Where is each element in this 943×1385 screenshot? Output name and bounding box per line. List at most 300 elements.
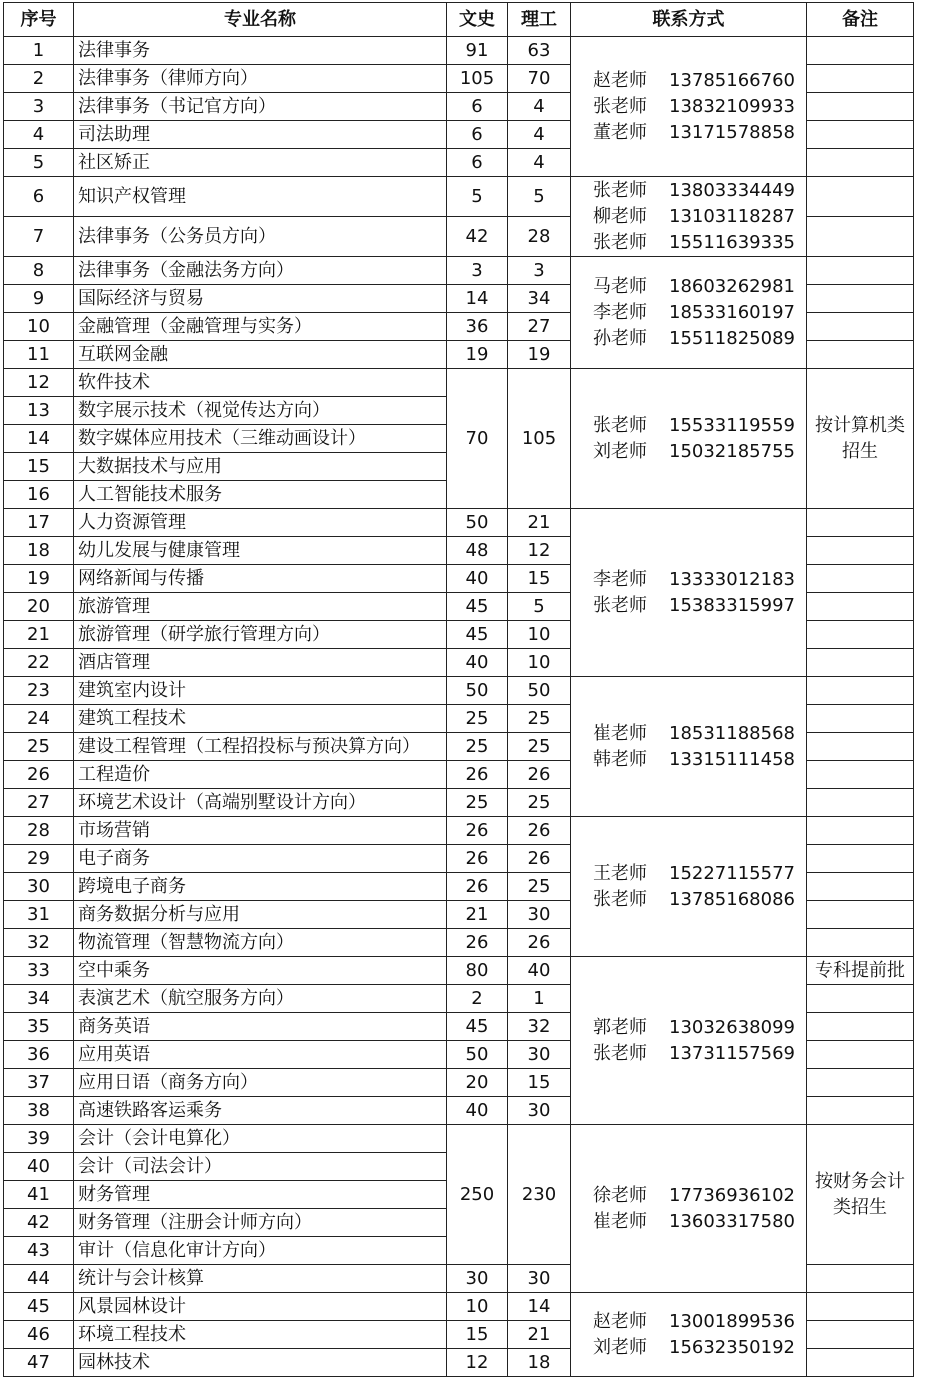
ligong-count: 4 (508, 149, 571, 177)
wenshi-count: 20 (447, 1069, 508, 1097)
note-cell (807, 509, 914, 537)
note-cell (807, 649, 914, 677)
wenshi-count: 40 (447, 1097, 508, 1125)
wenshi-count: 36 (447, 313, 508, 341)
phone-number: 13032638099 (669, 1016, 795, 1038)
ligong-count: 18 (508, 1349, 571, 1377)
ligong-count: 25 (508, 789, 571, 817)
row-index: 8 (4, 257, 74, 285)
major-name: 人工智能技术服务 (74, 481, 447, 509)
row-index: 14 (4, 425, 74, 453)
ligong-count: 12 (508, 537, 571, 565)
teacher-name: 张老师 (593, 888, 647, 910)
contact-cell (571, 1293, 807, 1377)
row-index: 13 (4, 397, 74, 425)
ligong-count: 40 (508, 957, 571, 985)
major-name: 应用日语（商务方向） (74, 1069, 447, 1097)
major-name: 电子商务 (74, 845, 447, 873)
row-index: 7 (4, 217, 74, 257)
row-index: 40 (4, 1153, 74, 1181)
contact-cell (571, 677, 807, 817)
row-index: 24 (4, 705, 74, 733)
phone-number: 13001899536 (669, 1310, 795, 1332)
contact-line (593, 1309, 806, 1335)
contact-line (593, 230, 806, 256)
row-index: 9 (4, 285, 74, 313)
contact-line (593, 1183, 806, 1209)
note-cell (807, 621, 914, 649)
ligong-count: 32 (508, 1013, 571, 1041)
row-index: 30 (4, 873, 74, 901)
ligong-count: 26 (508, 845, 571, 873)
wenshi-count: 40 (447, 565, 508, 593)
teacher-name: 董老师 (593, 121, 647, 143)
note-cell (807, 761, 914, 789)
note-cell (807, 873, 914, 901)
row-index: 32 (4, 929, 74, 957)
row-index: 21 (4, 621, 74, 649)
row-index: 1 (4, 37, 74, 65)
contact-line (593, 1209, 806, 1235)
row-index: 18 (4, 537, 74, 565)
ligong-count: 5 (508, 593, 571, 621)
wenshi-count: 5 (447, 177, 508, 217)
teacher-name: 王老师 (593, 862, 647, 884)
major-name: 金融管理（金融管理与实务） (74, 313, 447, 341)
note-cell (807, 1349, 914, 1377)
row-index: 47 (4, 1349, 74, 1377)
major-name: 物流管理（智慧物流方向） (74, 929, 447, 957)
major-name: 环境艺术设计（高端别墅设计方向） (74, 789, 447, 817)
major-name: 人力资源管理 (74, 509, 447, 537)
row-index: 29 (4, 845, 74, 873)
header-row (4, 3, 914, 37)
wenshi-count: 19 (447, 341, 508, 369)
major-name: 会计（会计电算化） (74, 1125, 447, 1153)
note-cell (807, 1293, 914, 1321)
major-name: 审计（信息化审计方向） (74, 1237, 447, 1265)
ligong-count: 26 (508, 817, 571, 845)
ligong-count: 28 (508, 217, 571, 257)
major-name: 市场营销 (74, 817, 447, 845)
ligong-count: 230 (508, 1125, 571, 1265)
phone-number: 13731157569 (669, 1042, 795, 1064)
row-index: 5 (4, 149, 74, 177)
wenshi-count: 6 (447, 149, 508, 177)
row-index: 28 (4, 817, 74, 845)
wenshi-count: 6 (447, 93, 508, 121)
major-name: 法律事务（公务员方向） (74, 217, 447, 257)
table-row (4, 177, 914, 217)
header-ligong: 理工 (508, 3, 571, 37)
note-cell (807, 789, 914, 817)
phone-number: 15511825089 (669, 327, 795, 349)
wenshi-count: 250 (447, 1125, 508, 1265)
major-name: 社区矫正 (74, 149, 447, 177)
ligong-count: 10 (508, 649, 571, 677)
teacher-name: 马老师 (593, 275, 647, 297)
contact-line (593, 178, 806, 204)
phone-number: 18533160197 (669, 301, 795, 323)
ligong-count: 26 (508, 929, 571, 957)
phone-number: 13803334449 (669, 179, 795, 201)
row-index: 20 (4, 593, 74, 621)
contact-line (593, 300, 806, 326)
ligong-count: 15 (508, 565, 571, 593)
wenshi-count: 26 (447, 873, 508, 901)
note-cell (807, 149, 914, 177)
note-cell (807, 313, 914, 341)
note-cell (807, 1013, 914, 1041)
note-cell (807, 845, 914, 873)
major-name: 工程造价 (74, 761, 447, 789)
teacher-name: 李老师 (593, 568, 647, 590)
teacher-name: 徐老师 (593, 1184, 647, 1206)
teacher-name: 张老师 (593, 1042, 647, 1064)
phone-number: 15533119559 (669, 414, 795, 436)
row-index: 31 (4, 901, 74, 929)
row-index: 3 (4, 93, 74, 121)
note-cell (807, 1321, 914, 1349)
major-name: 财务管理（注册会计师方向） (74, 1209, 447, 1237)
major-name: 数字展示技术（视觉传达方向） (74, 397, 447, 425)
table-row (4, 817, 914, 845)
row-index: 26 (4, 761, 74, 789)
wenshi-count: 26 (447, 845, 508, 873)
ligong-count: 4 (508, 121, 571, 149)
teacher-name: 张老师 (593, 414, 647, 436)
wenshi-count: 30 (447, 1265, 508, 1293)
contact-line (593, 274, 806, 300)
phone-number: 15032185755 (669, 440, 795, 462)
major-name: 旅游管理 (74, 593, 447, 621)
ligong-count: 3 (508, 257, 571, 285)
contact-line (593, 1041, 806, 1067)
wenshi-count: 25 (447, 705, 508, 733)
ligong-count: 25 (508, 873, 571, 901)
major-name: 法律事务（律师方向） (74, 65, 447, 93)
major-name: 财务管理 (74, 1181, 447, 1209)
row-index: 43 (4, 1237, 74, 1265)
ligong-count: 26 (508, 761, 571, 789)
teacher-name: 孙老师 (593, 327, 647, 349)
contact-line (593, 747, 806, 773)
major-name: 环境工程技术 (74, 1321, 447, 1349)
phone-number: 15227115577 (669, 862, 795, 884)
phone-number: 15383315997 (669, 594, 795, 616)
note-cell (807, 257, 914, 285)
major-name: 空中乘务 (74, 957, 447, 985)
contact-cell (571, 817, 807, 957)
major-name: 酒店管理 (74, 649, 447, 677)
contact-line (593, 94, 806, 120)
ligong-count: 21 (508, 1321, 571, 1349)
row-index: 46 (4, 1321, 74, 1349)
table-row (4, 257, 914, 285)
major-name: 表演艺术（航空服务方向） (74, 985, 447, 1013)
ligong-count: 10 (508, 621, 571, 649)
row-index: 33 (4, 957, 74, 985)
note-cell (807, 177, 914, 217)
major-name: 应用英语 (74, 1041, 447, 1069)
phone-number: 13171578858 (669, 121, 795, 143)
majors-table (3, 2, 914, 1377)
major-name: 法律事务 (74, 37, 447, 65)
wenshi-count: 45 (447, 593, 508, 621)
teacher-name: 崔老师 (593, 1210, 647, 1232)
major-name: 商务数据分析与应用 (74, 901, 447, 929)
major-name: 知识产权管理 (74, 177, 447, 217)
contact-line (593, 861, 806, 887)
wenshi-count: 25 (447, 733, 508, 761)
contact-line (593, 1015, 806, 1041)
table-row (4, 957, 914, 985)
major-name: 会计（司法会计） (74, 1153, 447, 1181)
contact-cell (571, 369, 807, 509)
row-index: 11 (4, 341, 74, 369)
row-index: 42 (4, 1209, 74, 1237)
ligong-count: 19 (508, 341, 571, 369)
row-index: 2 (4, 65, 74, 93)
table-row (4, 1125, 914, 1153)
row-index: 38 (4, 1097, 74, 1125)
teacher-name: 刘老师 (593, 440, 647, 462)
wenshi-count: 50 (447, 1041, 508, 1069)
note-cell (807, 705, 914, 733)
wenshi-count: 80 (447, 957, 508, 985)
major-name: 建筑工程技术 (74, 705, 447, 733)
wenshi-count: 14 (447, 285, 508, 313)
row-index: 39 (4, 1125, 74, 1153)
major-name: 网络新闻与传播 (74, 565, 447, 593)
header-major: 专业名称 (74, 3, 447, 37)
note-cell (807, 929, 914, 957)
wenshi-count: 2 (447, 985, 508, 1013)
row-index: 4 (4, 121, 74, 149)
major-name: 法律事务（书记官方向） (74, 93, 447, 121)
contact-line (593, 204, 806, 230)
major-name: 跨境电子商务 (74, 873, 447, 901)
row-index: 27 (4, 789, 74, 817)
contact-line (593, 567, 806, 593)
row-index: 44 (4, 1265, 74, 1293)
teacher-name: 张老师 (593, 179, 647, 201)
major-name: 司法助理 (74, 121, 447, 149)
row-index: 37 (4, 1069, 74, 1097)
major-name: 建设工程管理（工程招投标与预决算方向） (74, 733, 447, 761)
note-cell (807, 1097, 914, 1125)
ligong-count: 5 (508, 177, 571, 217)
note-cell (807, 65, 914, 93)
wenshi-count: 40 (447, 649, 508, 677)
teacher-name: 李老师 (593, 301, 647, 323)
row-index: 15 (4, 453, 74, 481)
ligong-count: 30 (508, 901, 571, 929)
contact-line (593, 1335, 806, 1361)
ligong-count: 21 (508, 509, 571, 537)
major-name: 国际经济与贸易 (74, 285, 447, 313)
teacher-name: 刘老师 (593, 1336, 647, 1358)
note-cell (807, 121, 914, 149)
ligong-count: 70 (508, 65, 571, 93)
teacher-name: 柳老师 (593, 205, 647, 227)
contact-line (593, 887, 806, 913)
wenshi-count: 45 (447, 621, 508, 649)
major-name: 商务英语 (74, 1013, 447, 1041)
header-wenshi: 文史 (447, 3, 508, 37)
major-name: 统计与会计核算 (74, 1265, 447, 1293)
wenshi-count: 50 (447, 509, 508, 537)
row-index: 36 (4, 1041, 74, 1069)
phone-number: 13832109933 (669, 95, 795, 117)
note-cell (807, 1069, 914, 1097)
contact-cell (571, 957, 807, 1125)
note-cell: 按财务会计类招生 (807, 1125, 914, 1265)
ligong-count: 15 (508, 1069, 571, 1097)
row-index: 10 (4, 313, 74, 341)
ligong-count: 4 (508, 93, 571, 121)
major-name: 幼儿发展与健康管理 (74, 537, 447, 565)
major-name: 大数据技术与应用 (74, 453, 447, 481)
note-cell (807, 37, 914, 65)
contact-line (593, 326, 806, 352)
note-cell (807, 1265, 914, 1293)
contact-cell (571, 37, 807, 177)
ligong-count: 30 (508, 1097, 571, 1125)
contact-cell (571, 1125, 807, 1293)
row-index: 23 (4, 677, 74, 705)
major-name: 风景园林设计 (74, 1293, 447, 1321)
ligong-count: 25 (508, 705, 571, 733)
wenshi-count: 26 (447, 817, 508, 845)
row-index: 45 (4, 1293, 74, 1321)
wenshi-count: 3 (447, 257, 508, 285)
row-index: 16 (4, 481, 74, 509)
table-row (4, 509, 914, 537)
row-index: 35 (4, 1013, 74, 1041)
note-cell (807, 985, 914, 1013)
ligong-count: 1 (508, 985, 571, 1013)
note-cell (807, 565, 914, 593)
teacher-name: 崔老师 (593, 722, 647, 744)
teacher-name: 张老师 (593, 594, 647, 616)
ligong-count: 14 (508, 1293, 571, 1321)
teacher-name: 张老师 (593, 231, 647, 253)
phone-number: 13785168086 (669, 888, 795, 910)
teacher-name: 郭老师 (593, 1016, 647, 1038)
teacher-name: 张老师 (593, 95, 647, 117)
contact-line (593, 721, 806, 747)
major-name: 数字媒体应用技术（三维动画设计） (74, 425, 447, 453)
ligong-count: 27 (508, 313, 571, 341)
wenshi-count: 45 (447, 1013, 508, 1041)
wenshi-count: 70 (447, 369, 508, 509)
table-row (4, 37, 914, 65)
wenshi-count: 26 (447, 761, 508, 789)
wenshi-count: 50 (447, 677, 508, 705)
wenshi-count: 91 (447, 37, 508, 65)
phone-number: 13333012183 (669, 568, 795, 590)
table-row (4, 369, 914, 397)
row-index: 25 (4, 733, 74, 761)
note-cell (807, 537, 914, 565)
wenshi-count: 6 (447, 121, 508, 149)
note-cell (807, 93, 914, 121)
row-index: 22 (4, 649, 74, 677)
wenshi-count: 42 (447, 217, 508, 257)
wenshi-count: 12 (447, 1349, 508, 1377)
contact-cell (571, 177, 807, 257)
wenshi-count: 105 (447, 65, 508, 93)
contact-line (593, 439, 806, 465)
ligong-count: 30 (508, 1041, 571, 1069)
row-index: 12 (4, 369, 74, 397)
major-name: 旅游管理（研学旅行管理方向） (74, 621, 447, 649)
note-cell (807, 677, 914, 705)
ligong-count: 50 (508, 677, 571, 705)
wenshi-count: 26 (447, 929, 508, 957)
note-cell (807, 593, 914, 621)
teacher-name: 韩老师 (593, 748, 647, 770)
phone-number: 15511639335 (669, 231, 795, 253)
note-cell (807, 341, 914, 369)
row-index: 19 (4, 565, 74, 593)
note-cell (807, 901, 914, 929)
note-cell: 按计算机类招生 (807, 369, 914, 509)
contact-line (593, 593, 806, 619)
row-index: 41 (4, 1181, 74, 1209)
header-contact: 联系方式 (571, 3, 807, 37)
major-name: 互联网金融 (74, 341, 447, 369)
contact-cell (571, 257, 807, 369)
wenshi-count: 48 (447, 537, 508, 565)
ligong-count: 63 (508, 37, 571, 65)
contact-cell (571, 509, 807, 677)
phone-number: 13315111458 (669, 748, 795, 770)
major-name: 高速铁路客运乘务 (74, 1097, 447, 1125)
phone-number: 13603317580 (669, 1210, 795, 1232)
phone-number: 18603262981 (669, 275, 795, 297)
ligong-count: 30 (508, 1265, 571, 1293)
note-cell (807, 285, 914, 313)
teacher-name: 赵老师 (593, 69, 647, 91)
note-cell (807, 1041, 914, 1069)
note-cell (807, 217, 914, 257)
contact-line (593, 120, 806, 146)
teacher-name: 赵老师 (593, 1310, 647, 1332)
note-cell: 专科提前批 (807, 957, 914, 985)
phone-number: 13103118287 (669, 205, 795, 227)
phone-number: 15632350192 (669, 1336, 795, 1358)
ligong-count: 25 (508, 733, 571, 761)
major-name: 法律事务（金融法务方向） (74, 257, 447, 285)
note-cell (807, 733, 914, 761)
wenshi-count: 21 (447, 901, 508, 929)
major-name: 园林技术 (74, 1349, 447, 1377)
note-cell (807, 817, 914, 845)
row-index: 17 (4, 509, 74, 537)
contact-line (593, 413, 806, 439)
row-index: 6 (4, 177, 74, 217)
phone-number: 13785166760 (669, 69, 795, 91)
major-name: 软件技术 (74, 369, 447, 397)
header-note: 备注 (807, 3, 914, 37)
wenshi-count: 10 (447, 1293, 508, 1321)
wenshi-count: 15 (447, 1321, 508, 1349)
ligong-count: 105 (508, 369, 571, 509)
header-index: 序号 (4, 3, 74, 37)
row-index: 34 (4, 985, 74, 1013)
